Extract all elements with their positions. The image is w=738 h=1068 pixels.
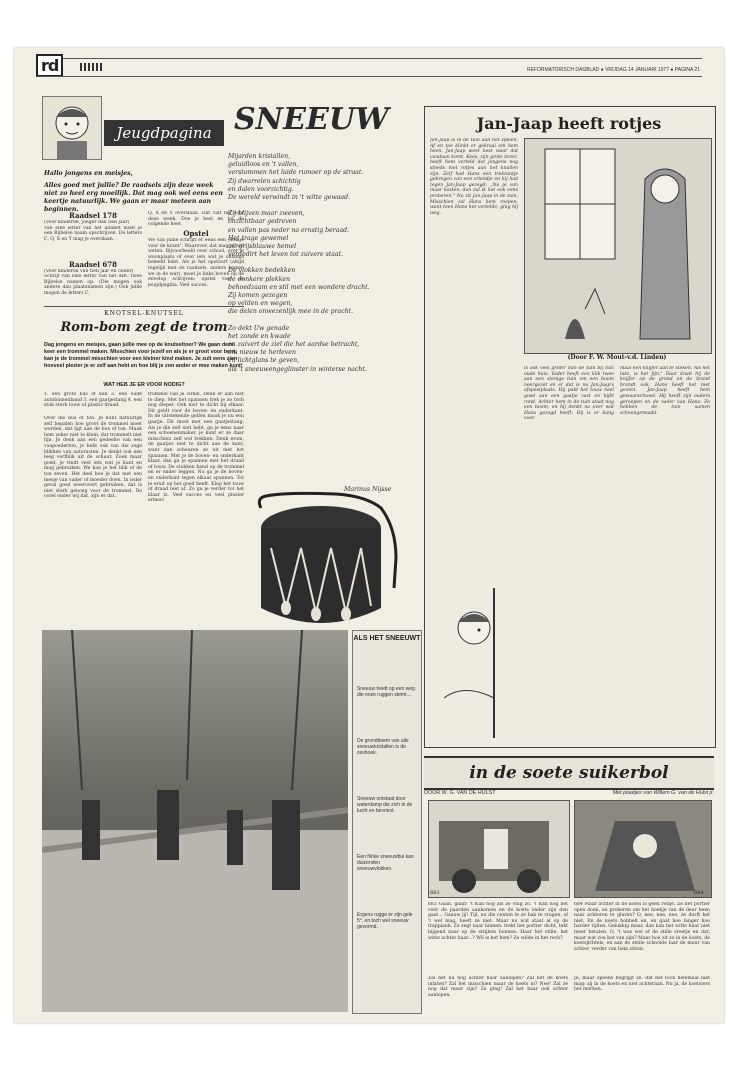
boy-peeking-drawing xyxy=(434,588,514,738)
als-het-sneeuwt-strip xyxy=(352,630,422,1014)
suikerbol-banner xyxy=(424,756,714,790)
jeugd-intro: Alles goed met jullie? De raadsels zijn deze week niet zo heel erg moeilijk. Dat mag ook wel eens een keertje natuurlijk. We gaan er maar meteen aan beginnen. xyxy=(44,182,223,213)
suikerbol-684-text: 684 Maar achter in de koets is geen rotlje. Ze het portier open doen, en proberen om het hoekje van de deur heen naar achteren te gluren? O, nee, nee, nee, ze durft het niet. En de koets hobbelt en, en gaat hoe langer hoe harder rijden. Gelukkig maar, dan kan het witte haar niet meer betalen. O, 't was wel of de stille sreetje en dat, maar wat zou het van zijn? Maar hoe zit zo in de koets, de koetsjlchtels, en aan de steile schoolde laar de muur van achter, verder van hem zitten. xyxy=(574,902,710,952)
story-col-3: maal een knijfer aan te steken. Als het lukt, is het fijn." Daar knalt hij de knijfer op de grond en de brand brandt ook. Hans heeft het niet gezien. Jan-Jaap heeft hem gewaarschuwd. Hij heeft zijn ouders geroepen en de vader van Hans. Ze hebben de tuin samen schoongemaakt. xyxy=(620,366,710,416)
stanza-2: Zij blijven maar zweven, onzichtbaar gedreven en vallen pas neder na ernstig beraad. Het trage gewemel uit grijsblauwe hemel verdedirt het leven tot zuivere staat. xyxy=(228,210,350,259)
raadsel-178-text: Van elke letter van het alfabet moet je een Bijbelse naam opschrijven. De letters C, Q, X en Y mag je overslaan. xyxy=(44,225,142,242)
strip-caption-5: Ergens rugge er zijn gele 5°, en toch wel sneeuw gevormd. xyxy=(357,912,413,930)
strip-caption-1: Sneeuw heeft op een weg die onze ruggen stemt... xyxy=(357,686,415,698)
knutsel-kicker: KNOTSEL-KNUTSEL xyxy=(104,310,184,317)
newspaper-page xyxy=(14,48,724,1023)
jeugd-greeting: Hallo jongens en meisjes, xyxy=(44,170,133,177)
col2-text: Q, X en Y overslaan. Dat valt hel voor deze week. Doe je best en tot de volgende keer. xyxy=(148,211,244,228)
boy-drawing xyxy=(42,96,102,160)
top-rule xyxy=(36,58,702,59)
raadsel-column xyxy=(44,211,142,304)
strip-caption-3: Sneeuw ontstaat door waterdamp die zich in de lucht en bevriest. xyxy=(357,796,413,814)
knutsel-body-1: Over die bus of ton. Je kunt natuurlijk zelf bepalen hoe groot de trommel moet worden, dat ligt aan de bus of ton. Maak hem zeker niet te klein, dat trommelt niet fijn. Je denk aan een gedeelte van een vaapoederton, je hebt ook van die zoge blikken van autorasten. Je denkt ook een leeg verfblik uit de schuur. Zoek maar goed, je vindt veel iets wat je kunt en mag gebruiken. We kan je het blik of de ton zeven. Het deel hoe je dat met een mesje van vader of moeder doen. In ieder geval goed weerovert gebruiken, dat is niet sterk genoeg voor de trommel. De vorel onder wij dat, zijn er dat. xyxy=(44,416,142,500)
suikerbol-picture-684 xyxy=(574,800,712,898)
suikerbol-title: in de soete suikerbol xyxy=(469,763,669,783)
knutsel-title: Rom-bom zegt de trom xyxy=(60,320,228,335)
strip-caption-4: Een flinke sneeuwbui kan duizenden sneeuwvlokken. xyxy=(357,854,414,872)
knutsel-body-2: trommel van je cirkel. Denk er aan niet te diep. Met het spannen trek je ze toch nog dieper. Ook niet te dicht bij elkaar. Dit geldt voor de boven- en onderkant. In de uitstekende gelfen maak je nu een gaatje. Dit moet met een gaatjestang. Als je die zelf niet hebt, ga je eens naar een schoenenmaker, je kunt er ze daar misschien zelf wel trekken. Denk erom, de gaatjes niet te dicht aan de kant, want dan scheuren ze uit met het spannen. Met je de boven- en onderkant klaar, dan ga je spannen met het draad of touw. De stukken band op de trommel en er onder leggen. Nu ga je de boven- en onderkant tegen elkaar spannen. Tot je eruit op het goed heeft. Klop het touw of draad niet af. Zo ga je verder tot het klaar is. Veel succes en veel plezier ermee! xyxy=(148,392,244,504)
picture-683-label: 683 xyxy=(430,890,440,896)
suikerbol-picture-683 xyxy=(428,800,570,898)
raadsel-678-sub: (Voor kinderen van tien jaar en ouder) xyxy=(44,268,134,274)
raadsel-678-text: Schrijf van elke letter van het ABC twee Bijbelse namen op. (Die mogen ook andere dan plaatsnamen zijn.) Ook jullie mogen de letters C, xyxy=(44,274,142,296)
knutsel-intro: Dag jongens en meisjes, gaan jullie mee op de knutseltoer? We gaan deze keer een trommel maken. Misschien voor jezelf en als je er groot voor bent, kan je de trommel misschien voor een kleiner kind maken. Je zult eens zien hoeveel plezier je er zelf aan hebt en hoe blij je zon ander er mee maken kunt! xyxy=(44,342,243,369)
suikerbol-byline: DOOR W. G. VAN DE HULST xyxy=(424,790,496,796)
story-title: Jan-Jaap heeft rotjes xyxy=(476,114,662,133)
raadsel-178-title: Raadsel 178 xyxy=(68,211,118,220)
raadsel-678-title: Raadsel 678 xyxy=(68,259,118,269)
story-col-2: is ook veel groter dan de tuin bij hun oude huis. Vader heeft een klik twee aan een stenige tuin om een boom neergezet en er dat is nu Jan-Jaap's afspeelplaats. Hij pakt het touw heel goed aan een gaatje vast en kijkt rond. Achter hem in de tuin staat nog een boom, en hij denkt na over wat Hans gezegd heeft. Hij is er bang voor. xyxy=(524,366,614,422)
knutsel-needs: 1. een grote bus of kan 2. een oude autobinnenband 3. een gaatjestang 4. een stuk sterk touw of plastic-draad. xyxy=(44,392,142,409)
logo-stripes xyxy=(80,63,102,71)
opstel-title: Opstel xyxy=(183,229,209,238)
poem-author: Marinus Nijsse xyxy=(344,486,392,493)
drum-drawing xyxy=(246,488,406,648)
story-col-1: Jan-Jaap is in de tuin aan het spelen. Af en toe klinkt er gekraai om hem heen. Jan-Jaap weet best waar dat vandaan komt. Kees, zijn grote broer, heeft hem verteld dat jongens nog steeds met rotjes aan het knallen zijn. Zelf had Hans een trekrantje gekregen van een vriendje en hij had tegen Jan-Jaap gezegd: „Na je van maar kosten, dan zul ik het ook eens proberen." Nu zit Jan-Jaap in de tuin. Misschien zal Hans hem roepen, want toen Hans het vertelde, ging hij weg. xyxy=(430,138,518,216)
strip-caption-2: De grondboem van alle sneeuwkristallen is de zeshoek. xyxy=(357,738,409,756)
suikerbol-683-text: 683 Gaan, gaan! 't Kan nog als ze vlug zo. 't Kan nog net vóór de paarden aankomen en de koets onder zijn den gaat... Gaauw jij! Tijl, nu die centen te ze bak te vragen, of 't wel mag, heeft ze niet. Maar nu wat staat al op de trapplank. Ze zegt naar binnen: trekt het portier dicht, tekt bijgend naar op de strijken bonnen. Haar het stille, het witte achter haar...? Wil is het hem? Ze wilde in het rech? xyxy=(428,902,568,941)
header-rule xyxy=(36,76,702,77)
knutsel-rule xyxy=(44,306,244,307)
header-info: REFORMATORISCH DAGBLAD ● VRIJDAG 14 JANUARI 1977 ● PAGINA 21 xyxy=(526,67,700,73)
raadsel-178-sub: (Voor kinderen, jonger dan tien jaar) xyxy=(44,220,130,225)
story-illustration xyxy=(524,138,712,354)
stanza-4: Zo dekt Uw genade het zonde en kwade en zuivert de ziel die het aardse betracht, om nieuw te herleven en lichtglans te geven, als 't sneeuwengeglinster in winterse nacht. xyxy=(228,324,367,373)
suikerbol-683-caption: Zal het nu nog achter haar aanlopen? Zal het de koets inlaten? Zal het misschien maar de koets in? Nee! Zal ze nog dat maar zijn? Ze ging! Zal het haar ook achter aanlopen. xyxy=(428,976,568,998)
knutsel-needs-title: WAT HEB JE ER VOOR NODIG? xyxy=(103,382,185,388)
jeugdpagina-title: Jeugdpagina xyxy=(104,120,224,146)
sneeuw-title: SNEEUW xyxy=(234,102,389,137)
opstel-text: We van jullie schrijft er eens een „stukje voor de krant". Waarover, dat mag je zelf weten. Bijvoorbeeld over school, over je woonplaats of over iets wat je onlangs beleefd hebt. Als je het opstuurt (altijd tegelijk met de raadsels, anders komen we in de war), moet je links boven op de envelop schrijven: opstel voor de jeugdpagina. Veel succes. xyxy=(148,238,244,288)
suikerbol-illustrator: Met plaatjes van Willem G. van de Hulst jr. xyxy=(612,790,714,796)
suikerbol-684-caption: Je, maar opeens begrijpt ze, dat het toch helemaal niet mag: zij in de koets en niet achteraan. Nu ja, de koetsiers het merken. xyxy=(574,976,710,993)
picture-684-label: 684 xyxy=(694,890,704,896)
stanza-1: Mijarden kristallen, geluidloos en 't vallen, verstommen het luide rumoer op de straat. Zij dwarrelen schichtig en dalen voorzichtig. De wereld verwindt in 't witte gewaad. xyxy=(228,153,364,202)
strip-title: ALS HET SNEEUWT xyxy=(353,635,421,642)
sneeuw-poem xyxy=(228,153,418,374)
stanza-3: De vlokken bedekken de donkere plekken behoedzaam en stil met een wondere dracht. Zij komen gezegen op velden en wegen, die delen onwezenlijk mee in de pracht. xyxy=(228,267,370,316)
snow-children-photo xyxy=(42,630,348,1012)
rd-logo: rd xyxy=(36,56,76,76)
story-credit: (Door F. W. Mout-v.d. Linden) xyxy=(567,354,667,361)
